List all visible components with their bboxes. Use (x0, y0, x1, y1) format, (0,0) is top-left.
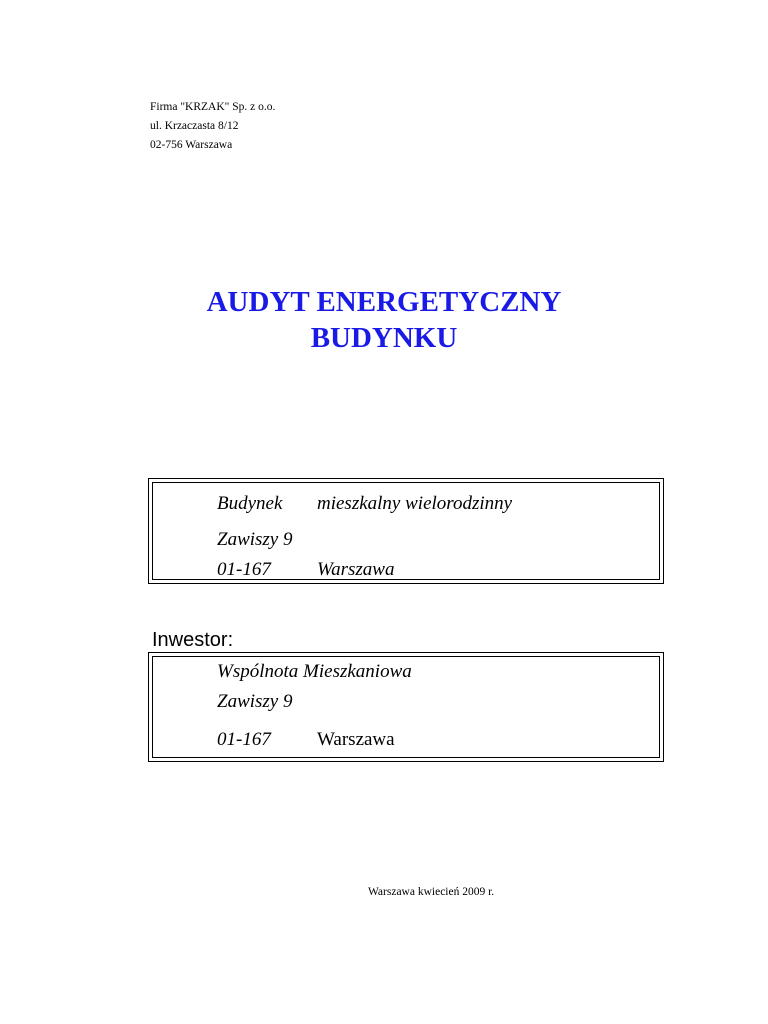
building-box-inner (152, 482, 660, 580)
investor-box-inner (152, 656, 660, 758)
building-box (148, 478, 664, 584)
document-title (0, 284, 768, 356)
company-street: ul. Krzaczasta 8/12 (150, 120, 239, 132)
building-postal-code: 01-167 (217, 559, 271, 580)
investor-name: Wspólnota Mieszkaniowa (217, 661, 412, 682)
title-line-1: AUDYT ENERGETYCZNY (206, 286, 562, 318)
building-label: Budynek (217, 493, 283, 514)
company-city: 02-756 Warszawa (150, 139, 233, 151)
investor-label: Inwestor: (152, 629, 234, 651)
building-type: mieszkalny wielorodzinny (317, 493, 513, 514)
company-name: Firma "KRZAK" Sp. z o.o. (150, 101, 276, 113)
company-header (150, 98, 275, 155)
investor-postal-code: 01-167 (217, 729, 271, 750)
investor-box (148, 652, 664, 762)
building-street: Zawiszy 9 (217, 529, 293, 550)
investor-city: Warszawa (317, 729, 395, 750)
investor-street: Zawiszy 9 (217, 691, 293, 712)
building-city: Warszawa (317, 559, 395, 580)
title-line-2: BUDYNKU (310, 322, 458, 354)
place-date: Warszawa kwiecień 2009 r. (368, 886, 495, 898)
